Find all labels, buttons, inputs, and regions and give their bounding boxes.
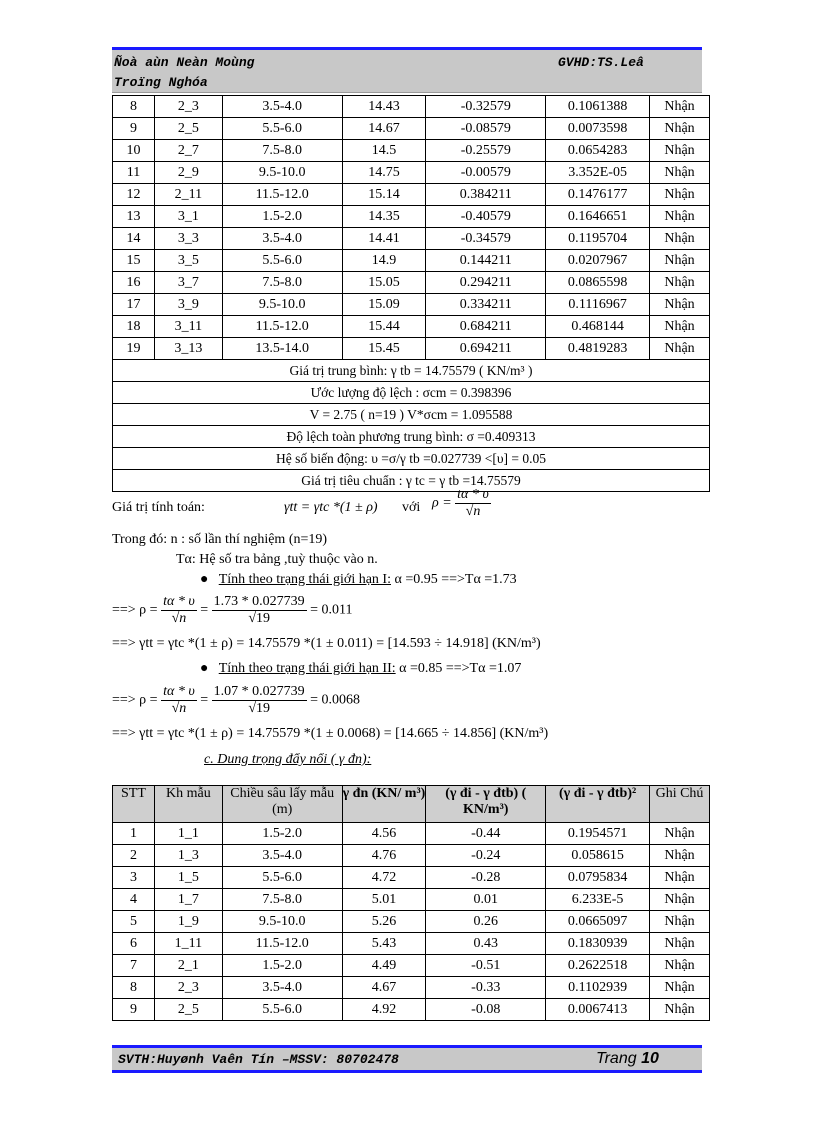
rho1-prefix: ==> ρ = <box>112 602 158 618</box>
table-cell: 14.5 <box>342 140 426 162</box>
rho2-sym-num: tα * υ <box>163 684 195 699</box>
table-cell: 3.5-4.0 <box>222 96 342 118</box>
table-cell: Nhận <box>650 96 710 118</box>
range1-unit: (KN/m³) <box>492 636 541 651</box>
table-cell: 0.01 <box>426 889 546 911</box>
table-row <box>113 184 710 206</box>
table-cell: 4.76 <box>342 845 426 867</box>
range2-unit: (KN/m³) <box>499 726 549 741</box>
table-cell: -0.00579 <box>426 162 546 184</box>
table-cell: 11 <box>113 162 155 184</box>
table-cell: Nhận <box>650 162 710 184</box>
range1-text: ==> γtt = γtc *(1 ± ρ) = 14.75579 *(1 ± 0.011) = [14.593 ÷ 14.918] <box>112 636 489 651</box>
table-cell: 15.44 <box>342 316 426 338</box>
table-cell: 4.56 <box>342 823 426 845</box>
rho2-result: = 0.0068 <box>310 692 361 708</box>
table-cell: 0.144211 <box>426 250 546 272</box>
header-stt: STT <box>113 786 155 823</box>
table-cell: 0.26 <box>426 911 546 933</box>
table-cell: Nhận <box>650 845 710 867</box>
mean-value-row: Giá trị trung bình: γ tb = 14.75579 ( KN/m³ ) <box>113 360 710 382</box>
table-row <box>113 867 710 889</box>
table-cell: 0.468144 <box>546 316 650 338</box>
table-row <box>113 911 710 933</box>
page-footer <box>112 1045 702 1073</box>
table-cell: 19 <box>113 338 155 360</box>
deviation-estimate-row: Ước lượng độ lệch : σcm = 0.398396 <box>113 382 710 404</box>
table-cell: Nhận <box>650 338 710 360</box>
buoyant-table-body <box>113 823 710 1021</box>
table-cell: 0.1830939 <box>546 933 650 955</box>
table-cell: Nhận <box>650 228 710 250</box>
calc-label: Giá trị tính toán: <box>112 500 205 515</box>
range2-text: ==> γtt = γtc *(1 ± ρ) = 14.75579 *(1 ± 0.0068) = [14.665 ÷ 14.856] <box>112 726 497 741</box>
table-cell: 1_3 <box>154 845 222 867</box>
header-diff: (γ đi - γ đtb) ( KN/m³) <box>426 786 546 823</box>
table-cell: 1.5-2.0 <box>222 206 342 228</box>
table-cell: 10 <box>113 140 155 162</box>
table-cell: 15.05 <box>342 272 426 294</box>
table-cell: 0.1476177 <box>546 184 650 206</box>
table-row <box>113 162 710 184</box>
footer-page <box>596 1050 659 1068</box>
table-cell: 0.0067413 <box>546 999 650 1021</box>
header-title: Ñoà aùn Neàn Moùng <box>114 55 255 70</box>
table-cell: 4 <box>113 889 155 911</box>
table-cell: 3_7 <box>154 272 222 294</box>
rho-symbol: ρ = <box>432 495 452 511</box>
table-cell: 5 <box>113 911 155 933</box>
variation-coef-row: Hệ số biến động: υ =σ/γ tb =0.027739 <[υ] = 0.05 <box>113 448 710 470</box>
table-cell: 3 <box>113 867 155 889</box>
table-cell: 15.45 <box>342 338 426 360</box>
rho-numerator: tα * υ <box>457 487 489 502</box>
rho2-symbolic <box>161 684 197 717</box>
table-cell: 0.1061388 <box>546 96 650 118</box>
table-cell: 7.5-8.0 <box>222 889 342 911</box>
where-line: Trong đó: n : số lần thí nghiệm (n=19) <box>112 532 328 547</box>
table-row <box>113 977 710 999</box>
table-cell: Nhận <box>650 250 710 272</box>
table-cell: 3_9 <box>154 294 222 316</box>
table-cell: 2_7 <box>154 140 222 162</box>
t-alpha-line: Tα: Hệ số tra bảng ,tuỳ thuộc vào n. <box>176 552 378 567</box>
table-cell: Nhận <box>650 999 710 1021</box>
table-cell: 0.0795834 <box>546 867 650 889</box>
table-cell: -0.44 <box>426 823 546 845</box>
rho-denominator: √n <box>465 504 481 519</box>
table-cell: 1.5-2.0 <box>222 823 342 845</box>
table-cell: 1_5 <box>154 867 222 889</box>
table-cell: 0.2622518 <box>546 955 650 977</box>
table-cell: 0.0665097 <box>546 911 650 933</box>
buoyant-density-table <box>112 785 710 1021</box>
table-cell: -0.25579 <box>426 140 546 162</box>
table-cell: Nhận <box>650 955 710 977</box>
table-cell: 12 <box>113 184 155 206</box>
table-cell: 8 <box>113 96 155 118</box>
limit1-line <box>200 572 517 588</box>
table-cell: 14.67 <box>342 118 426 140</box>
table-cell: Nhận <box>650 140 710 162</box>
table-cell: 1_9 <box>154 911 222 933</box>
table-cell: 15.14 <box>342 184 426 206</box>
table-cell: 2_5 <box>154 999 222 1021</box>
rho2-num: 1.07 * 0.027739 <box>213 684 305 699</box>
table-cell: 0.4819283 <box>546 338 650 360</box>
table-cell: Nhận <box>650 184 710 206</box>
rho2-sym-den: √n <box>171 701 187 716</box>
page-number: 10 <box>641 1050 659 1067</box>
table-cell: 0.1116967 <box>546 294 650 316</box>
table-row <box>113 118 710 140</box>
table-cell: 14 <box>113 228 155 250</box>
table-cell: 3.352E-05 <box>546 162 650 184</box>
standard-value-row: Giá trị tiêu chuẩn : γ tc = γ tb =14.75579 <box>113 470 710 492</box>
table-cell: 4.49 <box>342 955 426 977</box>
table-cell: 9 <box>113 118 155 140</box>
rho2-prefix: ==> ρ = <box>112 692 158 708</box>
table-cell: 3_13 <box>154 338 222 360</box>
table-cell: 1 <box>113 823 155 845</box>
limit2-title: Tính theo trạng thái giới hạn II: <box>218 661 396 676</box>
table-cell: 14.9 <box>342 250 426 272</box>
table-cell: 2_1 <box>154 955 222 977</box>
limit2-value: α =0.85 ==>Tα =1.07 <box>399 661 522 676</box>
table-cell: 0.1102939 <box>546 977 650 999</box>
table-cell: 1_7 <box>154 889 222 911</box>
table-cell: Nhận <box>650 272 710 294</box>
table-cell: 7 <box>113 955 155 977</box>
table-row <box>113 845 710 867</box>
table-cell: 11.5-12.0 <box>222 933 342 955</box>
table-cell: 5.43 <box>342 933 426 955</box>
page-label: Trang <box>596 1050 637 1067</box>
table-cell: Nhận <box>650 118 710 140</box>
table-cell: Nhận <box>650 823 710 845</box>
rho1-sym-den: √n <box>171 611 187 626</box>
rho1-den: √19 <box>248 611 270 626</box>
table-cell: 14.35 <box>342 206 426 228</box>
table-cell: Nhận <box>650 977 710 999</box>
table-cell: 6 <box>113 933 155 955</box>
table-row <box>113 96 710 118</box>
table-cell: 8 <box>113 977 155 999</box>
table-cell: 0.684211 <box>426 316 546 338</box>
table-cell: 0.0654283 <box>546 140 650 162</box>
header-subtitle: Troïng Nghóa <box>114 75 208 90</box>
header-diff-sq: (γ đi - γ đtb)² <box>546 786 650 823</box>
table-cell: Nhận <box>650 294 710 316</box>
table-cell: 14.75 <box>342 162 426 184</box>
table-cell: 1.5-2.0 <box>222 955 342 977</box>
table-cell: 5.01 <box>342 889 426 911</box>
table-row <box>113 250 710 272</box>
table-cell: -0.33 <box>426 977 546 999</box>
density-table <box>112 95 710 492</box>
range2-line <box>112 726 548 742</box>
table-row <box>113 889 710 911</box>
table-cell: 2_3 <box>154 96 222 118</box>
table-cell: 3.5-4.0 <box>222 228 342 250</box>
rms-deviation-row: Độ lệch toàn phương trung bình: σ =0.409313 <box>113 426 710 448</box>
limit2-line <box>200 661 521 677</box>
table-cell: 2_11 <box>154 184 222 206</box>
section-c-heading: c. Dung trọng đẩy nổi ( γ đn): <box>204 752 372 767</box>
range1-line <box>112 636 541 652</box>
table-cell: 7.5-8.0 <box>222 272 342 294</box>
table-row <box>113 272 710 294</box>
rho2-calc: ==> ρ = $\frac{t\alpha * \upsilon}{√n}$ = $\frac{1.07 * 0.027739}{√19}$ = 0.0068 <box>112 684 361 716</box>
table-cell: 2_9 <box>154 162 222 184</box>
table-row <box>113 294 710 316</box>
page-header <box>112 47 702 93</box>
table-cell: 5.5-6.0 <box>222 999 342 1021</box>
header-depth: Chiều sâu lấy mẫu (m) <box>222 786 342 823</box>
table-cell: 3.5-4.0 <box>222 845 342 867</box>
rho1-result: = 0.011 <box>310 602 353 618</box>
rho2-numeric <box>212 684 307 717</box>
table-cell: 9.5-10.0 <box>222 911 342 933</box>
table-cell: 0.694211 <box>426 338 546 360</box>
table-cell: -0.08 <box>426 999 546 1021</box>
rho1-sym-num: tα * υ <box>163 594 195 609</box>
table-row <box>113 823 710 845</box>
rho1-symbolic <box>161 594 197 627</box>
table-cell: 0.1954571 <box>546 823 650 845</box>
calc-with: với <box>402 500 421 515</box>
calc-formula: γtt = γtc *(1 ± ρ) <box>284 500 378 515</box>
table-row <box>113 955 710 977</box>
table-cell: Nhận <box>650 889 710 911</box>
table-cell: 0.0865598 <box>546 272 650 294</box>
rho1-calc: ==> ρ = $\frac{t\alpha * \upsilon}{√n}$ = $\frac{1.73 * 0.027739}{√19}$ = 0.011 <box>112 594 353 626</box>
table-cell: 4.92 <box>342 999 426 1021</box>
bullet-icon: ● <box>200 661 209 676</box>
bullet-icon: ● <box>200 572 209 587</box>
rho2-den: √19 <box>248 701 270 716</box>
table-cell: 5.5-6.0 <box>222 118 342 140</box>
table-cell: 6.233E-5 <box>546 889 650 911</box>
table-cell: 2_5 <box>154 118 222 140</box>
table-cell: 0.1646651 <box>546 206 650 228</box>
table-row <box>113 338 710 360</box>
table-cell: 17 <box>113 294 155 316</box>
table-cell: 9 <box>113 999 155 1021</box>
v-factor-row: V = 2.75 ( n=19 ) V*σcm = 1.095588 <box>113 404 710 426</box>
header-note: Ghi Chú <box>650 786 710 823</box>
table-cell: 9.5-10.0 <box>222 294 342 316</box>
table-row <box>113 933 710 955</box>
table-cell: 1_1 <box>154 823 222 845</box>
table-cell: Nhận <box>650 911 710 933</box>
header-gamma: γ đn (KN/ m³) <box>342 786 426 823</box>
rho1-numeric <box>212 594 307 627</box>
table-cell: 1_11 <box>154 933 222 955</box>
limit1-value: α =0.95 ==>Tα =1.73 <box>394 572 517 587</box>
table-cell: 13.5-14.0 <box>222 338 342 360</box>
table-cell: 0.0207967 <box>546 250 650 272</box>
table-cell: 2_3 <box>154 977 222 999</box>
table-cell: -0.24 <box>426 845 546 867</box>
table-cell: Nhận <box>650 933 710 955</box>
rho-formula <box>432 487 491 520</box>
table-cell: 15.09 <box>342 294 426 316</box>
table-cell: -0.40579 <box>426 206 546 228</box>
table-row <box>113 999 710 1021</box>
table-row <box>113 228 710 250</box>
table-cell: 3_3 <box>154 228 222 250</box>
table-cell: 0.294211 <box>426 272 546 294</box>
rho-fraction <box>455 487 491 520</box>
table-cell: 13 <box>113 206 155 228</box>
table-cell: 9.5-10.0 <box>222 162 342 184</box>
table-cell: -0.28 <box>426 867 546 889</box>
table-cell: 14.43 <box>342 96 426 118</box>
table-cell: 7.5-8.0 <box>222 140 342 162</box>
table-cell: 16 <box>113 272 155 294</box>
table-cell: Nhận <box>650 316 710 338</box>
table-cell: 4.67 <box>342 977 426 999</box>
table-cell: Nhận <box>650 206 710 228</box>
table-cell: Nhận <box>650 867 710 889</box>
table-cell: 0.334211 <box>426 294 546 316</box>
table-cell: -0.34579 <box>426 228 546 250</box>
table-cell: 5.5-6.0 <box>222 867 342 889</box>
density-table-body <box>113 96 710 360</box>
table-cell: 5.26 <box>342 911 426 933</box>
header-advisor: GVHD:TS.Leâ <box>558 55 644 70</box>
table-cell: 15 <box>113 250 155 272</box>
table-cell: 14.41 <box>342 228 426 250</box>
table-cell: 3_5 <box>154 250 222 272</box>
table-cell: -0.32579 <box>426 96 546 118</box>
table-cell: 11.5-12.0 <box>222 316 342 338</box>
table-cell: 3_11 <box>154 316 222 338</box>
table-cell: 0.384211 <box>426 184 546 206</box>
table-cell: 2 <box>113 845 155 867</box>
table-cell: 5.5-6.0 <box>222 250 342 272</box>
header-sample: Kh mẫu <box>154 786 222 823</box>
limit1-title: Tính theo trạng thái giới hạn I: <box>218 572 391 587</box>
table-cell: 0.0073598 <box>546 118 650 140</box>
table-cell: 3.5-4.0 <box>222 977 342 999</box>
table-cell: 4.72 <box>342 867 426 889</box>
rho1-num: 1.73 * 0.027739 <box>213 594 305 609</box>
table-cell: -0.08579 <box>426 118 546 140</box>
table-row <box>113 316 710 338</box>
table-cell: 3_1 <box>154 206 222 228</box>
table-row <box>113 206 710 228</box>
table-cell: 0.1195704 <box>546 228 650 250</box>
table-cell: 11.5-12.0 <box>222 184 342 206</box>
table-row <box>113 140 710 162</box>
table-cell: 0.058615 <box>546 845 650 867</box>
footer-student: SVTH:Huyønh Vaên Tín –MSSV: 80702478 <box>118 1052 399 1067</box>
table-cell: 18 <box>113 316 155 338</box>
table-cell: 0.43 <box>426 933 546 955</box>
table-cell: -0.51 <box>426 955 546 977</box>
table-header-row <box>113 786 710 823</box>
